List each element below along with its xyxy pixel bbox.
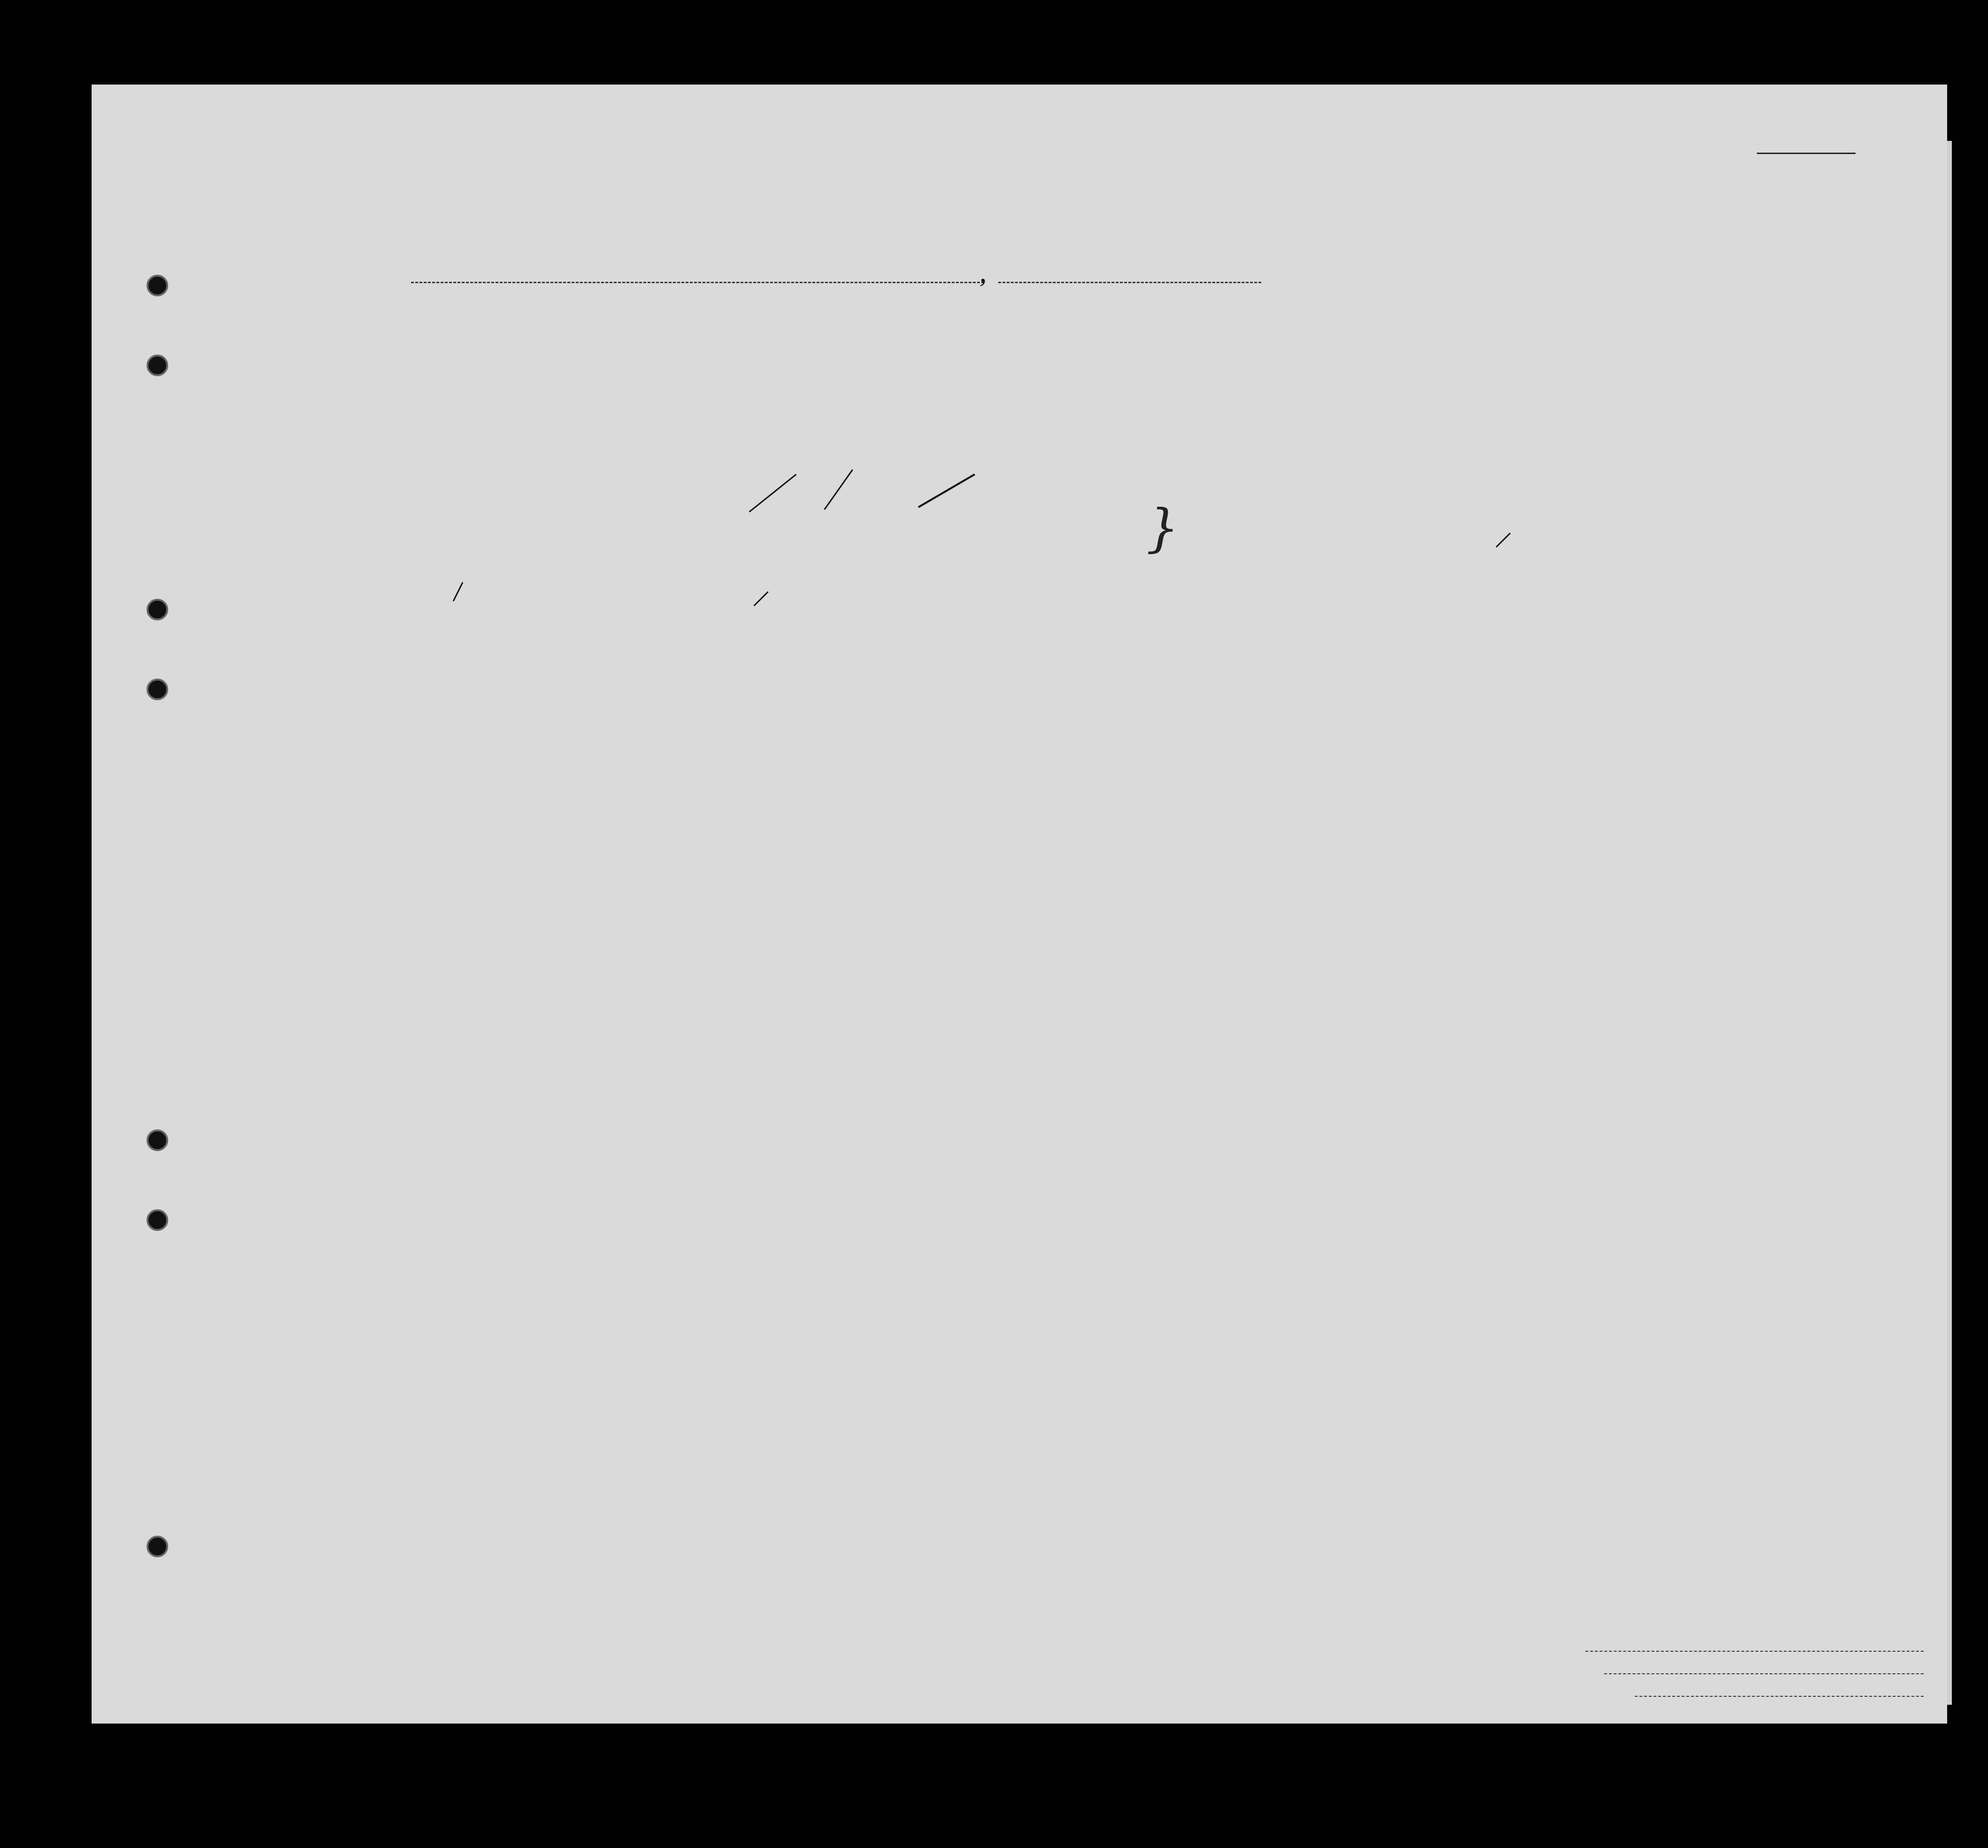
- binder-hole: [147, 1209, 168, 1231]
- header-ticket: [629, 338, 652, 474]
- owners-field: [1604, 1673, 1924, 1674]
- header-q31: [1469, 343, 1488, 484]
- binder-hole: [147, 1129, 168, 1151]
- binder-hole: [147, 679, 168, 700]
- header-inches: [1644, 423, 1658, 465]
- header-purpose-return: [1157, 371, 1186, 484]
- header-q29: [1407, 343, 1440, 484]
- header-feet: [1618, 427, 1632, 465]
- binder-hole: [147, 355, 168, 376]
- binder-hole: [147, 599, 168, 620]
- header-prison: [1266, 343, 1304, 484]
- line-field: [1585, 1651, 1924, 1652]
- header-q30: [1444, 343, 1463, 484]
- manifest-sheet: [92, 85, 1947, 1724]
- bracket-glyph: }: [1146, 498, 1179, 558]
- header-purpose-length: [1191, 371, 1220, 484]
- header-polygamist: [1309, 348, 1323, 479]
- header-purpose-citizen: [1228, 371, 1258, 484]
- agents-field: [1635, 1696, 1924, 1697]
- comma: ,: [979, 256, 987, 288]
- header-possession-50: [749, 338, 768, 474]
- binder-hole: [147, 1536, 168, 1557]
- header-q28: [1355, 343, 1398, 484]
- header-anarchist: [1332, 348, 1346, 479]
- binder-hole: [147, 275, 168, 296]
- manifest-grid: [92, 85, 1947, 1724]
